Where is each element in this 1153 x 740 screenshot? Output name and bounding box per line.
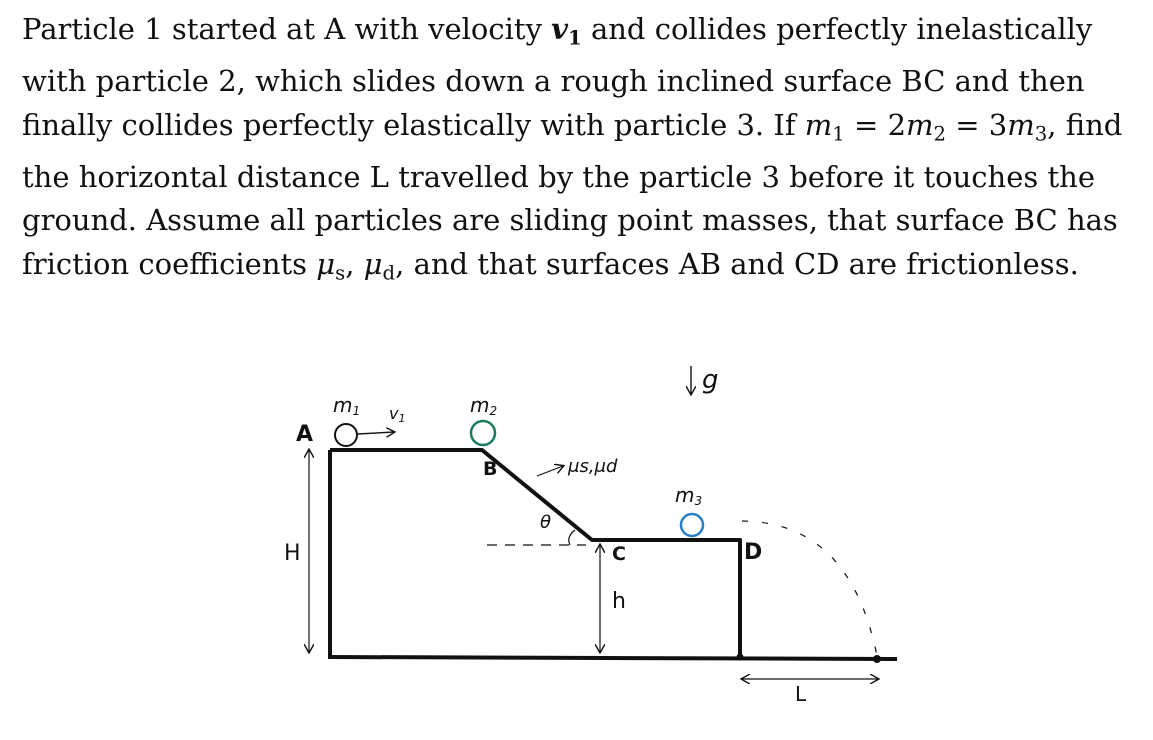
- equation-text: = 2: [844, 107, 907, 142]
- mu-subscript: d: [382, 261, 396, 285]
- problem-text: and collides perfectly inelastically with particle 2, which slides down a rough inclined surface BC and then finally collides perfectly elastically with particle 3. If: [22, 12, 1093, 142]
- label-m3: m3: [675, 483, 703, 508]
- label-h: h: [612, 589, 626, 614]
- ground-line: [328, 657, 897, 659]
- label-v1: v1: [389, 404, 406, 425]
- label-g: g: [702, 365, 719, 395]
- label-m1: m1: [333, 393, 361, 418]
- velocity-arrow: [358, 432, 394, 434]
- ground-landing-point: [873, 655, 881, 663]
- mu-letter: μ: [316, 246, 336, 281]
- particle-2-circle: [471, 421, 495, 445]
- label-theta: θ: [540, 512, 552, 533]
- velocity-letter: v: [551, 12, 569, 46]
- velocity-subscript: 1: [568, 25, 582, 50]
- particle-3-circle: [681, 514, 703, 536]
- label-B: B: [483, 458, 498, 480]
- mass-subscript: 3: [1034, 122, 1048, 146]
- friction-pointer-arrow: [537, 466, 563, 476]
- angle-arc: [569, 530, 575, 545]
- mass-letter: m: [906, 107, 934, 142]
- mu-subscript: s: [335, 261, 346, 285]
- particle-1-circle: [335, 424, 357, 446]
- ground-point-D: [737, 654, 744, 661]
- label-A: A: [296, 422, 314, 447]
- mass-letter: m: [804, 107, 833, 142]
- equation-text: = 3: [946, 107, 1008, 142]
- separator-text: ,: [345, 246, 364, 281]
- label-D: D: [744, 540, 763, 565]
- problem-text: , find the horizontal distance L travelled by the particle 3 before it touches the ground. Assume all particles are sliding point masses, that surface BC has friction coefficients: [22, 107, 1123, 281]
- mass-letter: m: [1007, 107, 1035, 142]
- mu-letter: μ: [363, 246, 383, 281]
- mass-subscript: 2: [933, 122, 947, 146]
- label-L: L: [795, 682, 807, 706]
- problem-text: Particle 1 started at A with velocity: [22, 12, 552, 46]
- mass-subscript: 1: [832, 122, 845, 146]
- problem-text: , and that surfaces AB and CD are frictionless.: [395, 246, 1079, 281]
- label-H: H: [284, 541, 301, 566]
- terrain-outline: [330, 450, 740, 657]
- label-C: C: [612, 543, 626, 565]
- label-m2: m2: [470, 393, 498, 418]
- label-friction-coefficients: μs,μd: [568, 456, 618, 477]
